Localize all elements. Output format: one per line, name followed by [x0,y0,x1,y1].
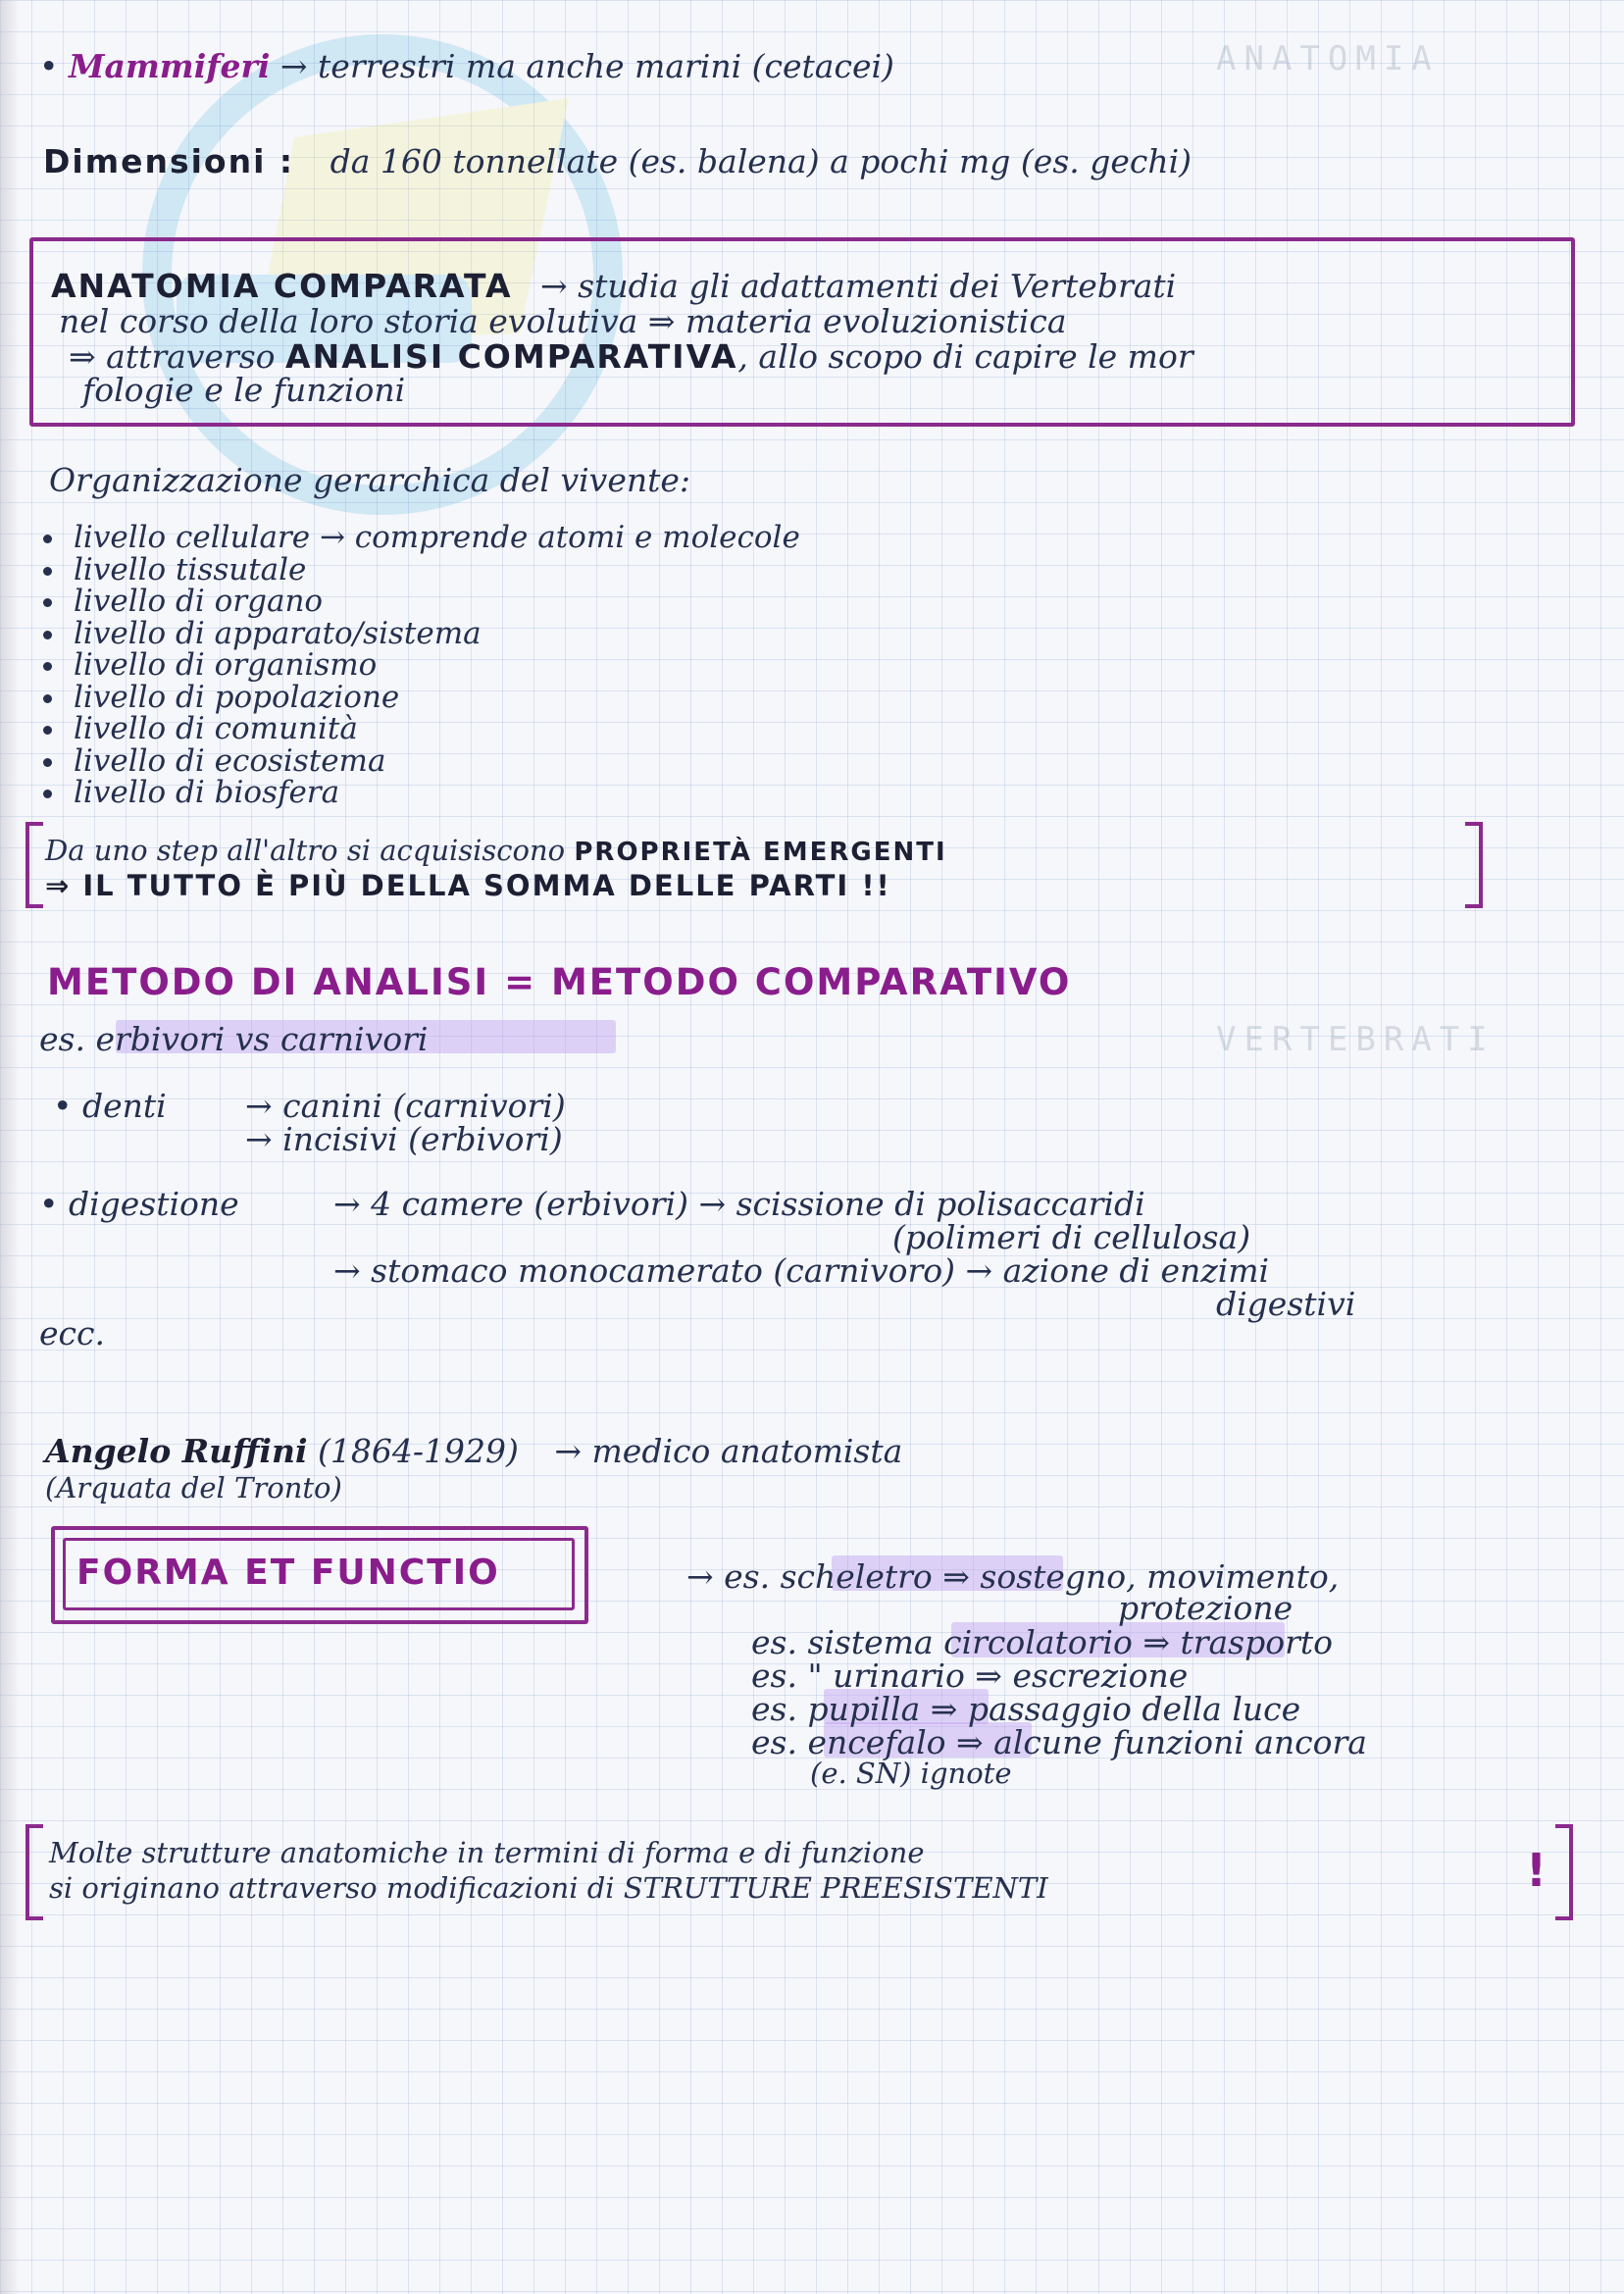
list-item: livello di comunità [43,711,800,743]
anatomia-line-2: nel corso della loro storia evolutiva ⇒ materia evoluzionistica [59,302,1067,340]
metodo-heading: METODO DI ANALISI = METODO COMPARATIVO [47,961,1072,1003]
forma-functio-title: FORMA ET FUNCTIO [76,1553,500,1593]
list-item: livello di ecosistema [43,743,800,776]
bracket-right [1555,1824,1573,1920]
conclusione-line-2: si originano attraverso modificazioni di STRUTTURE PREESISTENTI [49,1871,1048,1905]
forma-example: protezione [1118,1589,1294,1627]
bleed-through-text: ANATOMIA [1216,39,1440,78]
forma-example: es. pupilla ⇒ passaggio della luce [751,1690,1301,1728]
dimensioni-line: Dimensioni : da 160 tonnellate (es. balena) a pochi mg (es. gechi) [43,142,1193,180]
bracket-left [25,1824,43,1920]
digestione-item-1: → 4 camere (erbivori) → scissione di polisaccaridi [333,1185,1145,1223]
list-item: livello di apparato/sistema [43,616,800,648]
digestione-label: • digestione [39,1185,239,1223]
bracket-left [25,822,43,908]
metodo-example: es. erbivori vs carnivori [39,1020,429,1058]
denti-label: • denti [53,1087,167,1125]
anatomia-line-1: ANATOMIA COMPARATA → studia gli adattamenti dei Vertebrati [51,267,1177,305]
livelli-list [43,520,800,810]
list-item: livello di biosfera [43,775,800,807]
digestione-item-2: → stomaco monocamerato (carnivoro) → azione di enzimi [333,1251,1270,1290]
forma-example: es. " urinario ⇒ escrezione [751,1657,1189,1695]
ruffini-line: Angelo Ruffini (1864-1929) → medico anatomista [45,1432,903,1470]
bleed-through-text: VERTEBRATI [1216,1020,1496,1059]
digestione-item-2b: digestivi [1216,1285,1356,1323]
list-item: livello di popolazione [43,680,800,712]
list-item: livello tissutale [43,552,800,585]
list-item: livello di organismo [43,647,800,680]
forma-example: es. sistema circolatorio ⇒ trasporto [751,1623,1334,1661]
emergenti-line-2: ⇒ IL TUTTO È PIÙ DELLA SOMMA DELLE PARTI !! [45,869,891,902]
ruffini-place: (Arquata del Tronto) [45,1471,342,1504]
page-edge-shadow [0,0,20,2294]
list-item: livello cellulare → comprende atomi e molecole [43,520,800,552]
bracket-right [1465,822,1483,908]
mammiferi-line: • Mammiferi → terrestri ma anche marini (cetacei) [39,47,894,85]
anatomia-line-4: fologie e le funzioni [82,371,406,409]
denti-item-1: → canini (carnivori) [245,1087,566,1125]
exclamation-mark: ! [1526,1844,1547,1897]
organizzazione-title: Organizzazione gerarchica del vivente: [49,461,691,499]
digestione-item-1b: (polimeri di cellulosa) [892,1218,1251,1256]
emergenti-line-1: Da uno step all'altro si acquisiscono PROPRIETÀ EMERGENTI [45,834,947,867]
forma-example: es. encefalo ⇒ alcune funzioni ancora [751,1723,1367,1761]
denti-item-2: → incisivi (erbivori) [245,1120,563,1158]
anatomia-line-3: ⇒ attraverso ANALISI COMPARATIVA, allo scopo di capire le mor [69,337,1193,376]
conclusione-line-1: Molte strutture anatomiche in termini di forma e di funzione [49,1836,925,1869]
forma-example: → es. scheletro ⇒ sostegno, movimento, [686,1557,1340,1596]
forma-example: (e. SN) ignote [810,1757,1012,1790]
list-item: livello di organo [43,584,800,616]
ecc-text: ecc. [39,1314,105,1352]
